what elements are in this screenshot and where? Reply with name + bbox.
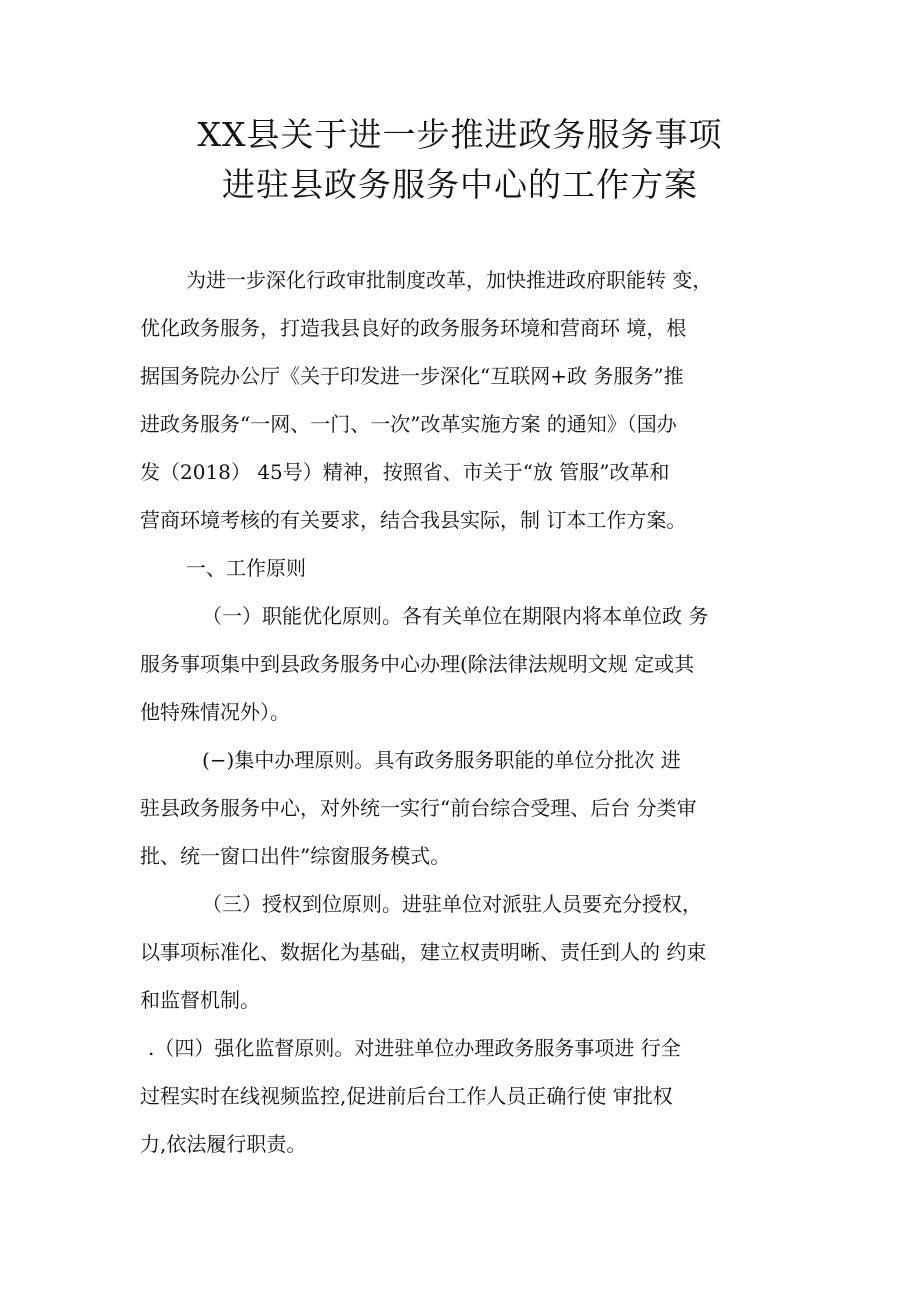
principle-4-line-3: 力,依法履行职责。 bbox=[140, 1132, 307, 1156]
principle-3-paragraph bbox=[140, 880, 790, 1024]
principle-2-paragraph bbox=[140, 736, 790, 880]
principle-2-line-2: 驻县政务服务中心，对外统一实行“前台综合受理、后台 分类审 bbox=[140, 796, 697, 820]
intro-line-3: 据国务院办公厅《关于印发进一步深化“互联网+政 务服务”推 bbox=[140, 364, 684, 388]
intro-line-4: 进政务服务“一网、一门、一次”改革实施方案 的通知》（国办 bbox=[140, 412, 677, 436]
principle-1-paragraph bbox=[140, 592, 790, 736]
section-1-heading: 一、工作原则 bbox=[186, 556, 306, 580]
intro-line-5: 发（2018） 45号）精神，按照省、市关于“放 管服”改革和 bbox=[140, 460, 670, 484]
principle-3-line-2: 以事项标准化、数据化为基础，建立权责明晰、责任到人的 约束 bbox=[140, 940, 707, 964]
principle-4-paragraph bbox=[140, 1024, 790, 1168]
title-line-2: 进驻县政务服务中心的工作方案 bbox=[222, 165, 698, 204]
intro-paragraph bbox=[140, 256, 790, 544]
principle-2-line-1: (−)集中办理原则。具有政务服务职能的单位分批次 进 bbox=[202, 748, 681, 772]
principle-4-line-2: 过程实时在线视频监控,促进前后台工作人员正确行使 审批权 bbox=[140, 1084, 673, 1108]
document-title bbox=[0, 110, 920, 210]
principle-4-line-1: .（四）强化监督原则。对进驻单位办理政务服务事项进 行全 bbox=[148, 1036, 681, 1060]
section-heading-principles bbox=[140, 544, 790, 592]
principle-1-line-2: 服务事项集中到县政务服务中心办理(除法律法规明文规 定或其 bbox=[140, 652, 695, 676]
principle-3-line-1: （三）授权到位原则。进驻单位对派驻人员要充分授权， bbox=[202, 892, 702, 916]
principle-3-line-3: 和监督机制。 bbox=[140, 988, 260, 1012]
intro-line-1: 为进一步深化行政审批制度改革，加快推进政府职能转 变， bbox=[186, 268, 713, 292]
principle-1-line-1: （一）职能优化原则。各有关单位在期限内将本单位政 务 bbox=[202, 604, 709, 628]
intro-line-6: 营商环境考核的有关要求，结合我县实际，制 订本工作方案。 bbox=[140, 508, 687, 532]
intro-line-2: 优化政务服务，打造我县良好的政务服务环境和营商环 境，根 bbox=[140, 316, 687, 340]
principle-2-line-3: 批、统一窗口出件”综窗服务模式。 bbox=[140, 844, 451, 868]
document-body bbox=[140, 256, 790, 1168]
title-line-1: XX县关于进一步推进政务服务事项 bbox=[197, 115, 723, 154]
principle-1-line-3: 他特殊情况外）。 bbox=[140, 700, 290, 724]
